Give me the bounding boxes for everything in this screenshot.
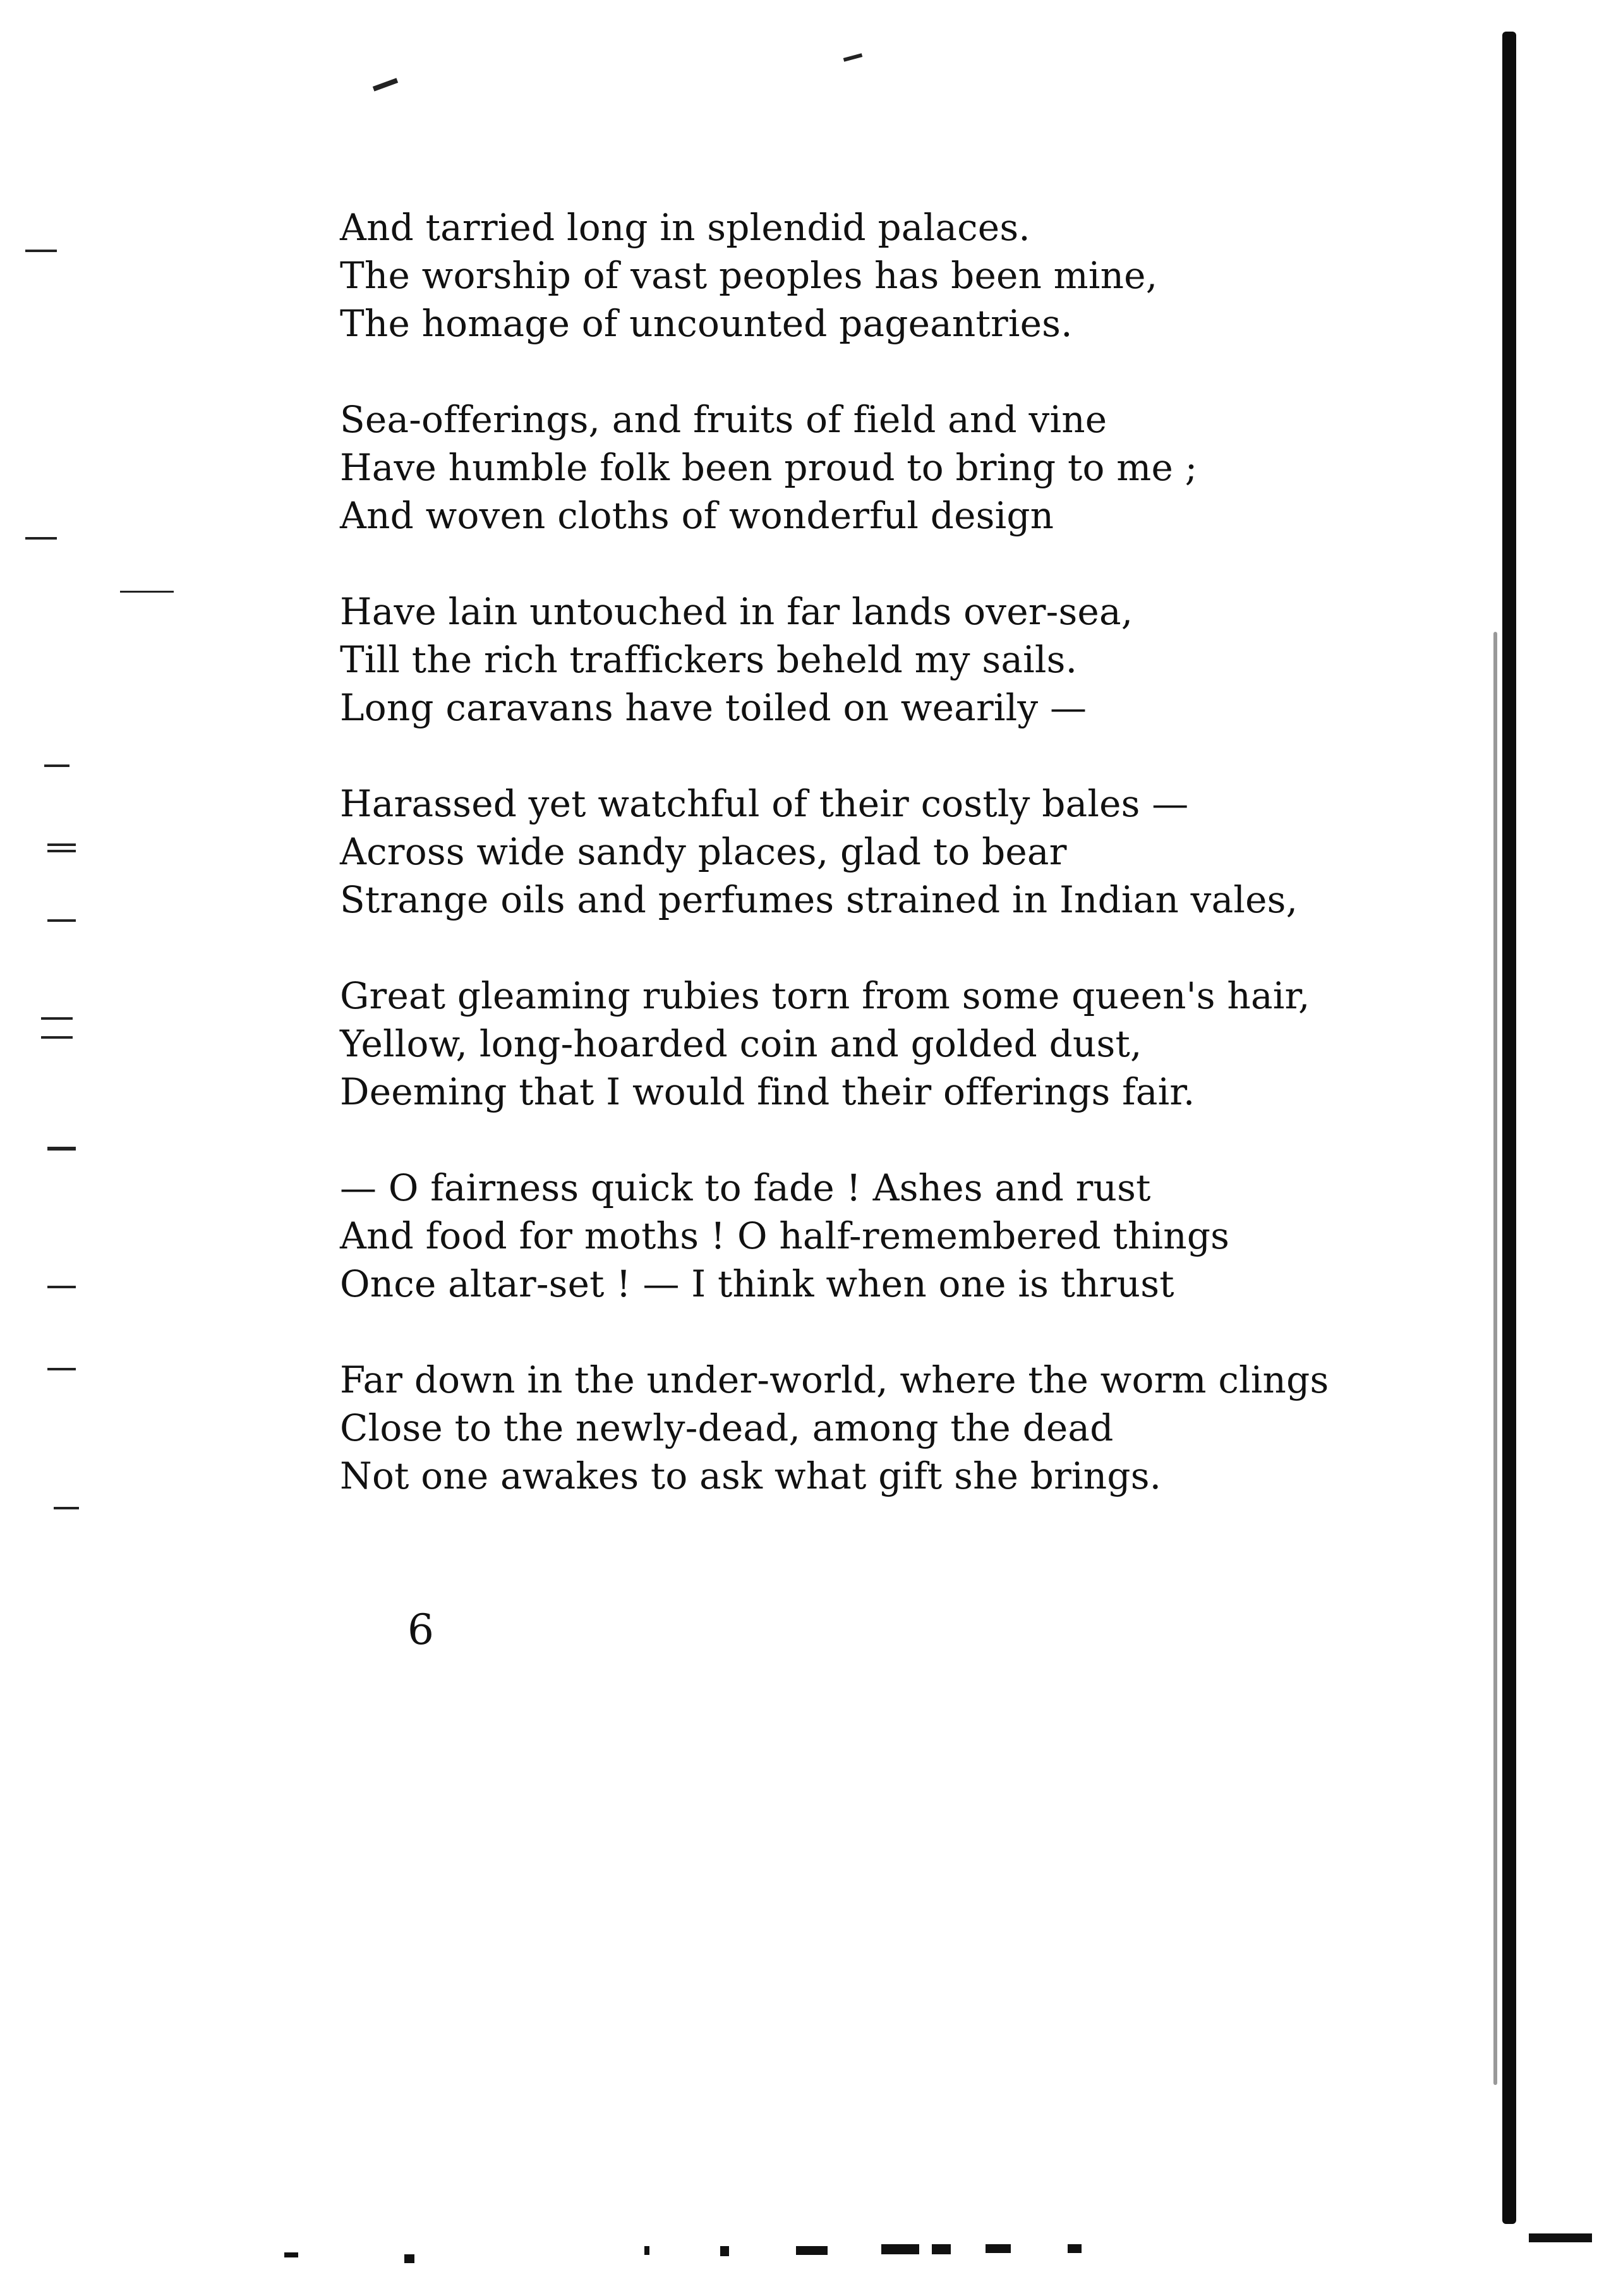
scan-speck bbox=[25, 250, 57, 252]
scan-speck bbox=[47, 850, 76, 852]
scan-speck bbox=[47, 1368, 76, 1370]
poem-line: The homage of uncounted pageantries. bbox=[340, 302, 1073, 345]
scan-speck bbox=[720, 2246, 729, 2256]
scan-speck bbox=[284, 2252, 298, 2257]
page-number: 6 bbox=[407, 1605, 434, 1654]
stanza bbox=[340, 1356, 1414, 1500]
scan-speck bbox=[25, 537, 57, 540]
scan-speck bbox=[932, 2244, 951, 2254]
binding-shadow-inner bbox=[1493, 632, 1497, 2085]
stanza bbox=[340, 588, 1414, 732]
scan-speck bbox=[41, 1036, 73, 1039]
scan-speck bbox=[843, 53, 863, 62]
poem-line: Harassed yet watchful of their costly bales — bbox=[340, 782, 1189, 825]
poem-line: Once altar-set ! — I think when one is thrust bbox=[340, 1262, 1174, 1305]
poem-line: Sea-offerings, and fruits of field and vine bbox=[340, 398, 1107, 441]
poem-line: Far down in the under-world, where the worm clings bbox=[340, 1358, 1329, 1401]
poem-line: Have lain untouched in far lands over-sea, bbox=[340, 590, 1133, 633]
poem-line: Yellow, long-hoarded coin and golded dust, bbox=[340, 1022, 1142, 1065]
stanza bbox=[340, 203, 1414, 347]
scan-speck bbox=[54, 1507, 79, 1509]
poem-line: Great gleaming rubies torn from some queen's hair, bbox=[340, 974, 1310, 1017]
scan-speck bbox=[986, 2244, 1011, 2253]
poem-line: And woven cloths of wonderful design bbox=[340, 494, 1054, 537]
scan-speck bbox=[1068, 2244, 1082, 2253]
scan-speck bbox=[41, 1017, 73, 1020]
stanza bbox=[340, 396, 1414, 540]
poem bbox=[340, 203, 1414, 1548]
poem-line: Have humble folk been proud to bring to me ; bbox=[340, 446, 1198, 489]
scan-speck bbox=[47, 843, 76, 846]
poem-line: And food for moths ! O half-remembered things bbox=[340, 1214, 1230, 1257]
poem-line: Close to the newly-dead, among the dead bbox=[340, 1406, 1114, 1449]
scan-speck bbox=[47, 919, 76, 922]
stanza bbox=[340, 780, 1414, 924]
scan-speck bbox=[796, 2246, 828, 2255]
scan-speck bbox=[47, 1286, 76, 1288]
stanza bbox=[340, 972, 1414, 1116]
scan-speck bbox=[881, 2244, 919, 2254]
poem-line: Long caravans have toiled on wearily — bbox=[340, 686, 1087, 729]
scan-speck bbox=[404, 2254, 414, 2263]
poem-line: The worship of vast peoples has been mine, bbox=[340, 254, 1158, 297]
scan-speck bbox=[47, 1147, 76, 1151]
scan-speck bbox=[120, 591, 174, 593]
scan-speck bbox=[373, 78, 398, 91]
scan-speck bbox=[644, 2246, 649, 2255]
poem-line: Not one awakes to ask what gift she brings. bbox=[340, 1454, 1162, 1497]
poem-line: And tarried long in splendid palaces. bbox=[340, 206, 1030, 249]
scan-speck bbox=[1529, 2233, 1592, 2242]
stanza bbox=[340, 1164, 1414, 1308]
poem-line: Strange oils and perfumes strained in Indian vales, bbox=[340, 878, 1298, 921]
scan-speck bbox=[44, 764, 69, 767]
poem-line: Deeming that I would find their offerings fair. bbox=[340, 1070, 1195, 1113]
poem-line: Across wide sandy places, glad to bear bbox=[340, 830, 1067, 873]
poem-line: Till the rich traffickers beheld my sails. bbox=[340, 638, 1078, 681]
binding-shadow bbox=[1502, 32, 1516, 2224]
poem-line: — O fairness quick to fade ! Ashes and rust bbox=[340, 1166, 1151, 1209]
